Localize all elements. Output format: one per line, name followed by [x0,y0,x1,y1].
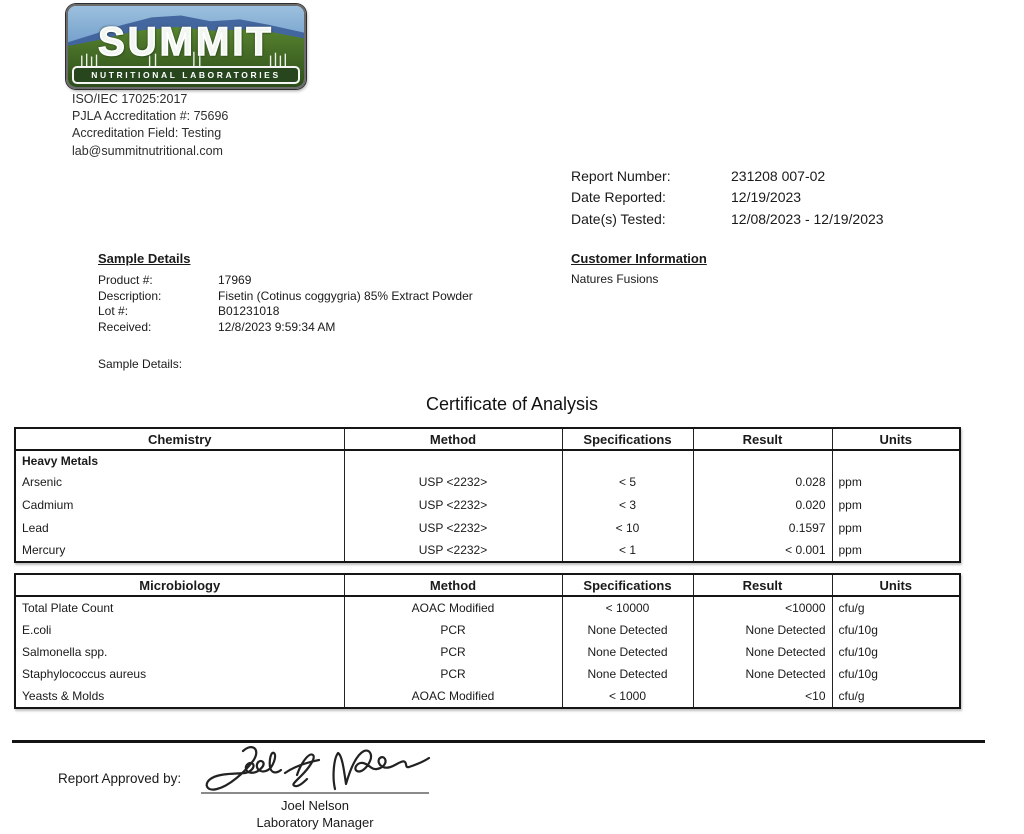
units-header: Units [832,428,960,450]
result-cell: <10 [693,686,832,708]
table-row-staphylococcus [15,663,960,685]
received-value: 12/8/2023 9:59:34 AM [218,320,336,335]
customer-info-heading: Customer Information [571,251,707,266]
chemistry-header-row [15,428,960,450]
method-cell: PCR [344,663,562,685]
report-info-block [571,165,884,230]
result-cell: <10000 [693,596,832,618]
analyte-cell: Cadmium [22,497,74,512]
result-cell: None Detected [693,663,832,685]
date-reported-value: 12/19/2023 [731,189,802,206]
date-reported-row [571,187,884,209]
logo-banner: NUTRITIONAL LABORATORIES [72,66,300,84]
method-cell: PCR [344,618,562,640]
units-cell: cfu/10g [832,618,960,640]
units-cell: ppm [832,470,960,493]
microbiology-header: Microbiology [15,574,344,596]
report-number-label: Report Number: [571,167,671,184]
spec-cell: < 1 [562,539,693,562]
analyte-cell: Arsenic [22,474,63,489]
chemistry-header: Chemistry [15,428,344,450]
spec-cell: None Detected [562,618,693,640]
method-header: Method [344,574,562,596]
specifications-header: Specifications [562,574,693,596]
received-row [98,319,473,335]
dates-tested-row [571,208,884,230]
date-reported-label: Date Reported: [571,189,666,206]
description-value: Fisetin (Cotinus coggygria) 85% Extract Powder [218,288,473,303]
sample-details-section [98,251,473,335]
sample-details-heading: Sample Details [98,251,191,266]
table-row-arsenic [15,470,960,493]
report-number-row [571,165,884,187]
method-cell: AOAC Modified [344,596,562,618]
signer-title: Laboratory Manager [256,815,374,830]
method-cell: USP <2232> [344,516,562,539]
table-row-salmonella [15,641,960,663]
result-header: Result [693,428,832,450]
certificate-title: Certificate of Analysis [425,394,599,414]
customer-info-section [571,251,707,286]
result-cell: 0.028 [693,470,832,493]
description-label: Description: [98,288,162,303]
dates-tested-label: Date(s) Tested: [571,210,666,227]
dates-tested-value: 12/08/2023 - 12/19/2023 [731,210,884,227]
units-cell: cfu/10g [832,663,960,685]
spec-cell: < 3 [562,493,693,516]
description-row [98,288,473,304]
analyte-cell: Salmonella spp. [22,644,108,659]
lab-email: lab@summitnutritional.com [72,143,223,158]
lot-number-value: B01231018 [218,304,280,319]
units-cell: cfu/10g [832,641,960,663]
microbiology-table [14,573,961,709]
received-label: Received: [98,320,152,335]
accreditation-line-iso: ISO/IEC 17025:2017 [72,92,188,106]
result-cell: None Detected [693,641,832,663]
method-cell: USP <2232> [344,539,562,562]
analyte-cell: E.coli [22,622,52,637]
summit-logo [66,4,306,89]
method-cell: AOAC Modified [344,686,562,708]
report-number-value: 231208 007-02 [731,167,826,184]
accreditation-block [72,91,228,160]
analyte-cell: Staphylococcus aureus [22,667,147,682]
units-cell: cfu/g [832,596,960,618]
signature-line [201,792,429,794]
spec-cell: < 10000 [562,596,693,618]
result-cell: 0.1597 [693,516,832,539]
signature-joel-nelson [196,742,432,795]
sample-details-extra-label: Sample Details: [98,357,183,371]
units-cell: cfu/g [832,686,960,708]
logo-wordmark: SUMMIT [98,20,274,64]
signer-name: Joel Nelson [281,798,349,813]
table-row-mercury [15,539,960,562]
method-cell: PCR [344,641,562,663]
footer-divider [12,740,985,743]
report-approved-by-label: Report Approved by: [58,771,182,786]
customer-name: Natures Fusions [571,272,659,286]
table-row-total-plate-count [15,596,960,618]
spec-cell: < 10 [562,516,693,539]
result-header: Result [693,574,832,596]
result-cell: 0.020 [693,493,832,516]
analyte-cell: Mercury [22,543,66,557]
product-number-value: 17969 [218,272,252,287]
accreditation-line-pjla: PJLA Accreditation #: 75696 [72,109,229,124]
analyte-cell: Total Plate Count [22,600,114,615]
accreditation-line-field: Accreditation Field: Testing [72,126,222,141]
lot-number-label: Lot #: [98,304,129,319]
units-header: Units [832,574,960,596]
section-label: Heavy Metals [22,453,99,468]
method-cell: USP <2232> [344,493,562,516]
units-cell: ppm [832,539,960,562]
heavy-metals-section-row [15,450,960,470]
chemistry-table [14,427,961,563]
spec-cell: None Detected [562,641,693,663]
microbiology-header-row [15,574,960,596]
product-number-label: Product #: [98,272,153,287]
result-cell: < 0.001 [693,539,832,562]
table-row-lead [15,516,960,539]
table-row-yeasts-molds [15,686,960,708]
table-row-ecoli [15,618,960,640]
units-cell: ppm [832,516,960,539]
spec-cell: None Detected [562,663,693,685]
table-row-cadmium [15,493,960,516]
spec-cell: < 1000 [562,686,693,708]
analyte-cell: Lead [22,520,49,535]
result-cell: None Detected [693,618,832,640]
spec-cell: < 5 [562,470,693,493]
method-cell: USP <2232> [344,470,562,493]
product-number-row [98,272,473,288]
lot-number-row [98,304,473,320]
specifications-header: Specifications [562,428,693,450]
units-cell: ppm [832,493,960,516]
analyte-cell: Yeasts & Molds [22,689,105,704]
method-header: Method [344,428,562,450]
